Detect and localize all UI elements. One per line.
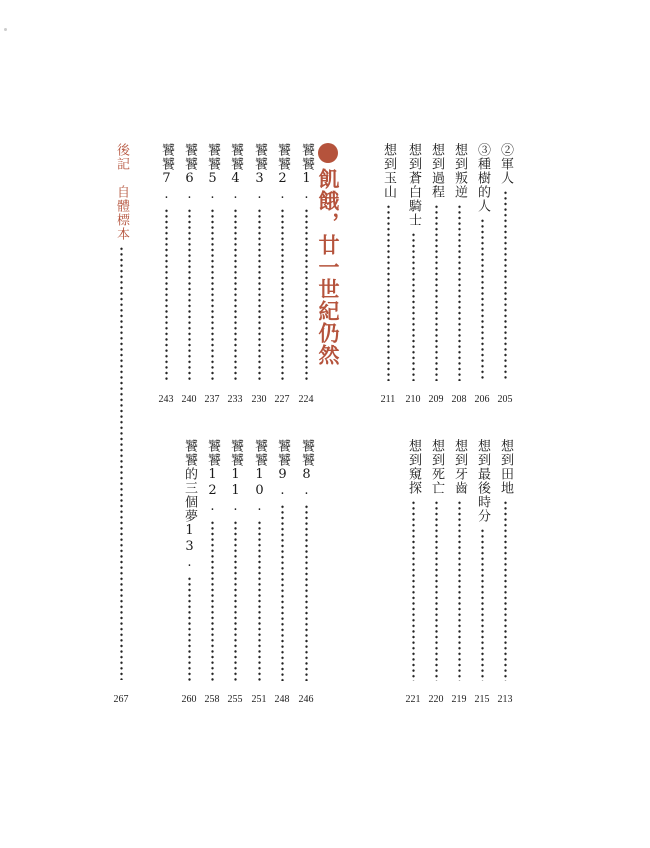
page-number: 267 (113, 694, 129, 705)
dot-leader (481, 528, 484, 681)
dot-leader (481, 218, 484, 381)
page-number: 210 (405, 394, 421, 405)
entry-title: 饕饕7. (159, 143, 174, 203)
dot-leader (211, 520, 214, 681)
page-number: 227 (274, 394, 290, 405)
toc-entry[interactable] (251, 439, 267, 685)
dot-leader (387, 204, 390, 381)
entry-title: 饕饕3. (252, 143, 267, 203)
dot-leader (258, 208, 261, 381)
dot-leader (305, 504, 308, 681)
dot-leader (234, 520, 237, 681)
toc-entry[interactable] (298, 143, 314, 385)
entry-title: 饕饕10. (252, 439, 267, 515)
dot-leader (188, 208, 191, 381)
toc-entry[interactable] (227, 439, 243, 685)
toc-entry[interactable] (451, 439, 467, 685)
toc-entry[interactable] (274, 439, 290, 685)
entry-title: 想到窺探 (406, 439, 421, 495)
entry-title: 饕饕4. (228, 143, 243, 203)
entry-title: 饕饕的三個夢13. (182, 439, 197, 571)
page-number: 240 (181, 394, 197, 405)
entry-title: 後記 自體標本 (114, 143, 129, 241)
toc-entry[interactable] (181, 439, 197, 685)
page-number: 211 (380, 394, 396, 405)
section-bullet-icon (318, 143, 338, 163)
dot-leader (412, 500, 415, 681)
dot-leader (504, 190, 507, 381)
page-number: 230 (251, 394, 267, 405)
dot-leader (435, 500, 438, 681)
page-number: 209 (428, 394, 444, 405)
page-number: 221 (405, 694, 421, 705)
dot-leader (458, 204, 461, 381)
dot-leader (120, 246, 123, 680)
page-number: 233 (227, 394, 243, 405)
page-number: 260 (181, 694, 197, 705)
entry-title: 饕饕9. (275, 439, 290, 499)
margin-mark (4, 28, 7, 31)
page-number: 237 (204, 394, 220, 405)
toc-entry[interactable] (158, 143, 174, 385)
dot-leader (211, 208, 214, 381)
page-number: 255 (227, 694, 243, 705)
toc-entry[interactable] (251, 143, 267, 385)
toc-entry[interactable] (405, 143, 421, 385)
toc-entry-afterword[interactable] (113, 143, 129, 684)
dot-leader (165, 208, 168, 381)
entry-title: 饕饕6. (182, 143, 197, 203)
entry-title: 想到蒼白騎士 (406, 143, 421, 227)
dot-leader (435, 204, 438, 381)
entry-title: 饕饕1. (299, 143, 314, 203)
toc-entry[interactable] (204, 439, 220, 685)
page-number: 213 (497, 694, 513, 705)
entry-title: 想到過程 (429, 143, 444, 199)
page-number: 219 (451, 694, 467, 705)
toc-entry[interactable] (181, 143, 197, 385)
page-number: 205 (497, 394, 513, 405)
page-number: 258 (204, 694, 220, 705)
page-number: 248 (274, 694, 290, 705)
dot-leader (412, 232, 415, 381)
dot-leader (281, 504, 284, 681)
dot-leader (305, 208, 308, 381)
entry-title: ③種樹的人 (475, 143, 490, 213)
dot-leader (458, 500, 461, 681)
section-heading: 飢餓，廿一世紀仍然 (316, 168, 340, 366)
toc-entry[interactable] (204, 143, 220, 385)
toc-entry[interactable] (274, 143, 290, 385)
toc-entry[interactable] (474, 143, 490, 385)
toc-entry[interactable] (227, 143, 243, 385)
page-number: 246 (298, 694, 314, 705)
entry-title: 饕饕12. (205, 439, 220, 515)
entry-title: 想到死亡 (429, 439, 444, 495)
toc-entry[interactable] (428, 143, 444, 385)
page-number: 224 (298, 394, 314, 405)
entry-title: 想到田地 (498, 439, 513, 495)
entry-title: 饕饕11. (228, 439, 243, 515)
toc-entry[interactable] (405, 439, 421, 685)
dot-leader (188, 576, 191, 681)
entry-title: 饕饕2. (275, 143, 290, 203)
toc-entry[interactable] (451, 143, 467, 385)
toc-entry[interactable] (380, 143, 396, 385)
page-number: 251 (251, 694, 267, 705)
entry-title: 想到叛逆 (452, 143, 467, 199)
page-number: 215 (474, 694, 490, 705)
toc-entry[interactable] (428, 439, 444, 685)
toc-entry[interactable] (298, 439, 314, 685)
dot-leader (258, 520, 261, 681)
dot-leader (234, 208, 237, 381)
entry-title: 想到玉山 (381, 143, 396, 199)
dot-leader (504, 500, 507, 681)
entry-title: 饕饕8. (299, 439, 314, 499)
page-number: 206 (474, 394, 490, 405)
entry-title: 想到牙齒 (452, 439, 467, 495)
page-number: 220 (428, 694, 444, 705)
toc-entry[interactable] (497, 143, 513, 385)
page-number: 208 (451, 394, 467, 405)
toc-entry[interactable] (474, 439, 490, 685)
entry-title: ②軍人 (498, 143, 513, 185)
entry-title: 饕饕5. (205, 143, 220, 203)
dot-leader (281, 208, 284, 381)
entry-title: 想到最後時分 (475, 439, 490, 523)
toc-entry[interactable] (497, 439, 513, 685)
page-number: 243 (158, 394, 174, 405)
